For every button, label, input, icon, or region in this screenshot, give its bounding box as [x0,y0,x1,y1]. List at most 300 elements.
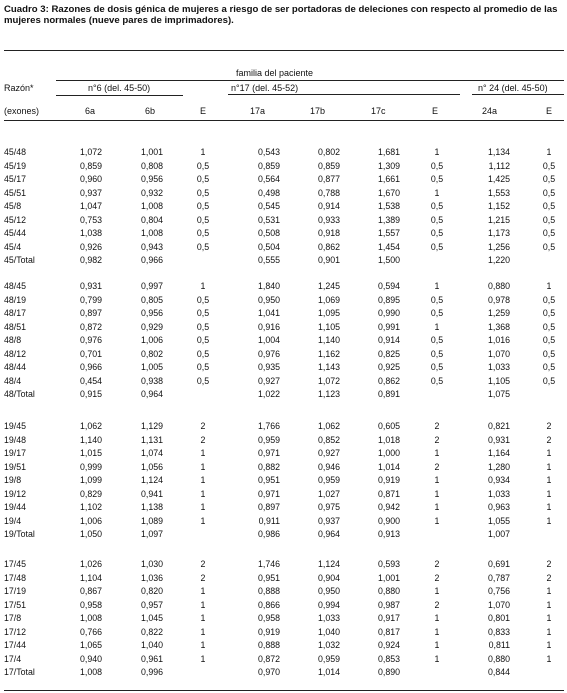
value-6b: 0,932 [140,187,163,198]
value-6a: 0,960 [79,174,102,185]
value-17a: 0,888 [257,586,280,597]
value-e1: 0,5 [196,375,210,386]
value-6b: 0,997 [140,281,163,291]
value-24a: 1,259 [487,308,510,319]
value-e3: 1 [546,448,552,459]
value-24a: 0,691 [487,559,510,569]
value-e2: 2 [434,461,440,472]
value-e3: 0,5 [542,294,556,305]
value-6b: 1,006 [140,335,163,346]
value-e2: 2 [434,421,440,431]
value-6a: 0,926 [79,241,102,252]
value-6b: 1,036 [140,572,163,583]
value-17b: 1,072 [317,375,340,386]
value-6b: 1,129 [140,421,163,431]
value-24a: 1,033 [487,362,510,373]
value-e2: 0,5 [430,228,444,239]
value-e3: 0,5 [542,241,556,252]
value-17c: 0,825 [377,348,400,359]
value-6b: 1,045 [140,613,163,624]
value-24a: 1,215 [487,214,510,225]
value-e2: 1 [434,187,440,198]
value-6b: 0,938 [140,375,163,386]
value-e1: 1 [200,502,206,513]
value-17a: 0,986 [257,529,280,540]
value-17a: 0,888 [257,640,280,651]
value-17c: 1,538 [377,201,400,212]
value-17a: 0,897 [257,502,280,513]
value-e1: 0,5 [196,228,210,239]
value-17c: 0,890 [377,667,400,678]
value-17a: 1,004 [257,335,280,346]
value-e1: 2 [200,434,206,445]
value-6a: 1,050 [79,529,102,540]
value-17c: 1,389 [377,214,400,225]
value-e1: 0,5 [196,201,210,212]
value-e1: 1 [200,147,206,157]
value-17b: 0,904 [317,572,340,583]
value-17c: 0,871 [377,488,400,499]
table-row [0,559,567,571]
value-17b: 0,901 [317,255,340,266]
value-17c: 0,925 [377,362,400,373]
value-e2: 1 [434,502,440,513]
value-24a: 0,934 [487,475,510,486]
value-6a: 1,006 [79,515,102,526]
value-6b: 0,957 [140,599,163,610]
value-6a: 0,976 [79,335,102,346]
value-e3: 2 [546,559,552,569]
value-17c: 0,900 [377,515,400,526]
value-6a: 0,931 [79,281,102,291]
ratio-label: 19/12 [4,488,27,499]
value-e2: 1 [434,321,440,332]
value-e2: 1 [434,448,440,459]
table-row [0,627,567,639]
value-6b: 0,941 [140,488,163,499]
ratio-label: 48/51 [4,321,27,332]
value-e2: 0,5 [430,375,444,386]
value-e1: 1 [200,613,206,624]
value-17c: 0,853 [377,653,400,664]
value-e2: 0,5 [430,241,444,252]
value-17a: 0,882 [257,461,280,472]
value-24a: 1,280 [487,461,510,472]
value-17b: 0,964 [317,529,340,540]
value-17a: 0,504 [257,241,280,252]
value-e3: 0,5 [542,362,556,373]
value-17a: 0,498 [257,187,280,198]
bottom-rule [4,690,564,691]
value-e3: 1 [546,515,552,526]
value-e1: 0,5 [196,174,210,185]
value-24a: 1,164 [487,448,510,459]
ratio-label: 45/48 [4,147,27,157]
value-6b: 0,802 [140,348,163,359]
value-17b: 0,975 [317,502,340,513]
ratio-label: 45/19 [4,160,27,171]
ratio-label: 45/44 [4,228,27,239]
value-6a: 0,753 [79,214,102,225]
value-6b: 0,956 [140,174,163,185]
value-6a: 1,104 [79,572,102,583]
familia-header: familia del paciente [236,68,314,78]
value-17b: 0,852 [317,434,340,445]
value-17b: 1,095 [317,308,340,319]
ratio-label: 19/45 [4,421,27,431]
col-header-17b: 17b [310,106,326,116]
value-17b: 1,143 [317,362,340,373]
value-24a: 0,844 [487,667,510,678]
table-row [0,573,567,585]
exones-header: (exones) [4,106,40,116]
table-row [0,215,567,227]
value-e2: 1 [434,147,440,157]
ratio-label: 48/17 [4,308,27,319]
group3-header: n° 24 (del. 45-50) [478,83,548,93]
table-row [0,502,567,514]
razon-header: Razón* [4,83,34,93]
ratio-label: 45/8 [4,201,22,212]
value-17a: 0,564 [257,174,280,185]
value-17b: 1,140 [317,335,340,346]
ratio-label: 48/44 [4,362,27,373]
value-17a: 0,859 [257,160,280,171]
value-17a: 1,041 [257,308,280,319]
value-24a: 0,963 [487,502,510,513]
col-header-6b: 6b [145,106,156,116]
value-e2: 1 [434,281,440,291]
value-6a: 1,072 [79,147,102,157]
value-24a: 1,112 [488,160,510,171]
value-e3: 0,5 [542,348,556,359]
ratio-label: 19/17 [4,448,27,459]
table-caption: Cuadro 3: Razones de dosis génica de mujeres a riesgo de ser portadoras de deleciones con respecto al promedio de las mujeres normales (nueve pares de imprimadores). [4,4,558,26]
value-17a: 0,927 [257,375,280,386]
value-6a: 0,859 [79,160,102,171]
ratio-label: 19/Total [4,529,35,540]
value-e1: 1 [200,586,206,597]
value-17b: 1,014 [317,667,340,678]
value-6a: 1,047 [79,201,102,212]
col-header-17c: 17c [371,106,386,116]
value-e3: 1 [546,640,552,651]
value-17c: 0,924 [377,640,400,651]
value-17a: 0,911 [258,515,280,526]
value-17a: 1,766 [257,421,280,431]
value-e2: 2 [434,559,440,569]
value-6a: 0,701 [79,348,102,359]
value-17c: 1,000 [377,448,400,459]
value-17c: 1,001 [377,572,400,583]
value-e3: 1 [546,502,552,513]
value-e1: 1 [200,653,206,664]
value-6b: 0,996 [140,667,163,678]
ratio-label: 45/51 [4,187,27,198]
value-e2: 1 [434,475,440,486]
value-e3: 1 [546,461,552,472]
table-row [0,201,567,213]
value-17a: 1,840 [257,281,280,291]
value-17a: 0,935 [257,362,280,373]
value-6b: 1,030 [140,559,163,569]
value-24a: 0,880 [487,281,510,291]
value-e1: 2 [200,559,206,569]
value-6a: 1,065 [79,640,102,651]
value-17a: 0,916 [257,321,280,332]
value-17b: 1,033 [317,613,340,624]
value-17a: 1,022 [257,389,280,400]
value-6b: 1,008 [140,201,163,212]
table-row [0,516,567,528]
value-e2: 2 [434,434,440,445]
value-e3: 1 [546,147,552,157]
value-e3: 1 [546,626,552,637]
value-e2: 2 [434,599,440,610]
value-17b: 0,946 [317,461,340,472]
value-6b: 0,805 [140,294,163,305]
value-17b: 0,914 [317,201,340,212]
value-e2: 1 [434,586,440,597]
table-row [0,161,567,173]
value-24a: 0,801 [487,613,510,624]
table-row [0,349,567,361]
value-6a: 1,062 [79,421,102,431]
value-17c: 0,919 [377,475,400,486]
value-17c: 0,880 [377,586,400,597]
table-row [0,475,567,487]
value-17c: 1,500 [377,255,400,266]
col-header-e1: E [200,106,207,116]
value-e1: 0,5 [196,362,210,373]
ratio-label: 48/4 [4,375,22,386]
value-24a: 1,016 [487,335,510,346]
col-header-24a: 24a [482,106,498,116]
value-6a: 1,038 [79,228,102,239]
ratio-label: 45/12 [4,214,27,225]
value-17c: 0,895 [377,294,400,305]
value-e3: 0,5 [542,375,556,386]
value-17b: 1,123 [317,389,340,400]
value-e3: 1 [546,586,552,597]
value-17c: 1,670 [377,187,400,198]
value-6a: 0,829 [79,488,102,499]
value-e3: 2 [546,421,552,431]
value-17a: 0,531 [257,214,280,225]
value-24a: 1,220 [487,255,510,266]
value-e3: 1 [546,613,552,624]
ratio-label: 17/48 [4,572,27,583]
ratio-label: 45/4 [4,241,22,252]
value-17b: 0,877 [317,174,340,185]
table-row [0,147,567,159]
value-17a: 0,951 [257,572,280,583]
ratio-label: 48/19 [4,294,27,305]
value-17b: 1,040 [317,626,340,637]
value-e1: 0,5 [196,348,210,359]
value-6b: 1,001 [140,147,163,157]
value-24a: 1,007 [487,529,510,540]
table-row [0,421,567,433]
value-e2: 1 [434,488,440,499]
value-24a: 1,425 [487,174,510,185]
value-e1: 0,5 [196,321,210,332]
value-24a: 1,070 [487,348,510,359]
value-17c: 0,942 [377,502,400,513]
ratio-label: 19/8 [4,475,22,486]
value-6b: 1,056 [140,461,163,472]
table-row [0,335,567,347]
value-24a: 1,553 [487,187,510,198]
value-6b: 1,089 [140,515,163,526]
value-17a: 0,951 [257,475,280,486]
value-17c: 0,605 [377,421,400,431]
value-24a: 1,105 [487,375,510,386]
value-6a: 0,897 [79,308,102,319]
ratio-label: 19/4 [4,515,22,526]
value-e1: 0,5 [196,294,210,305]
value-e2: 0,5 [430,160,444,171]
value-6b: 0,929 [140,321,163,332]
value-6b: 1,131 [140,434,163,445]
value-24a: 1,134 [487,147,510,157]
ratio-label: 19/48 [4,434,27,445]
value-17c: 1,661 [377,174,400,185]
value-e2: 1 [434,653,440,664]
table-row [0,600,567,612]
table-row [0,255,567,267]
value-17b: 1,069 [317,294,340,305]
value-17a: 0,958 [257,613,280,624]
value-17b: 0,859 [317,160,340,171]
table-row [0,281,567,293]
value-17b: 0,933 [317,214,340,225]
value-6a: 1,102 [79,502,102,513]
value-24a: 1,368 [487,321,510,332]
value-17c: 0,914 [377,335,400,346]
table-row [0,308,567,320]
value-24a: 0,821 [487,421,510,431]
value-24a: 1,152 [487,201,510,212]
value-17c: 1,309 [377,160,400,171]
table-row [0,613,567,625]
table-row [0,586,567,598]
ratio-label: 17/19 [4,586,27,597]
value-e1: 0,5 [196,308,210,319]
value-17c: 0,593 [377,559,400,569]
col-header-6a: 6a [85,106,96,116]
value-6a: 0,766 [79,626,102,637]
ratio-label: 45/17 [4,174,27,185]
value-e1: 1 [200,488,206,499]
value-17b: 0,788 [317,187,340,198]
value-e3: 0,5 [542,228,556,239]
ratio-label: 17/45 [4,559,27,569]
value-6a: 0,940 [79,653,102,664]
value-17a: 0,970 [257,667,280,678]
value-e2: 1 [434,640,440,651]
ratio-label: 17/12 [4,626,27,637]
ratio-label: 48/12 [4,348,27,359]
table-row [0,362,567,374]
value-6b: 0,822 [140,626,163,637]
value-17b: 0,959 [317,653,340,664]
value-6a: 0,958 [79,599,102,610]
value-17b: 1,162 [317,348,340,359]
value-17b: 1,032 [317,640,340,651]
value-17b: 0,994 [317,599,340,610]
value-e3: 0,5 [542,335,556,346]
value-24a: 0,833 [487,626,510,637]
value-17c: 0,917 [377,613,400,624]
value-e3: 0,5 [542,308,556,319]
value-e1: 2 [200,421,206,431]
value-e2: 0,5 [430,362,444,373]
value-17a: 0,555 [257,255,280,266]
value-e2: 0,5 [430,174,444,185]
value-e3: 1 [546,599,552,610]
value-e1: 2 [200,572,206,583]
value-17b: 1,245 [317,281,340,291]
value-6b: 0,966 [140,255,163,266]
value-6b: 0,964 [140,389,163,400]
value-6a: 0,799 [79,294,102,305]
table-row [0,228,567,240]
ratio-label: 19/51 [4,461,27,472]
value-6a: 0,982 [79,255,102,266]
value-e1: 0,5 [196,160,210,171]
value-e1: 1 [200,448,206,459]
value-17c: 1,014 [377,461,400,472]
value-6b: 0,956 [140,308,163,319]
value-17b: 0,918 [317,228,340,239]
value-e1: 1 [200,599,206,610]
col-header-17a: 17a [250,106,266,116]
value-e2: 1 [434,626,440,637]
table-row [0,376,567,388]
value-24a: 1,256 [487,241,510,252]
ratio-label: 17/44 [4,640,27,651]
value-17b: 1,105 [317,321,340,332]
value-6b: 0,804 [140,214,163,225]
value-24a: 0,756 [487,586,510,597]
table-row [0,174,567,186]
value-6a: 0,872 [79,321,102,332]
value-e3: 0,5 [542,187,556,198]
value-6a: 0,454 [79,375,102,386]
ratio-label: 19/44 [4,502,27,513]
value-e3: 2 [546,572,552,583]
ratio-label: 48/Total [4,389,35,400]
table-row [0,462,567,474]
value-6a: 1,015 [79,448,102,459]
value-6a: 0,867 [79,586,102,597]
value-17b: 1,124 [317,559,340,569]
table-row [0,389,567,401]
value-17a: 0,971 [257,448,280,459]
value-6b: 1,124 [140,475,163,486]
value-24a: 0,880 [487,653,510,664]
value-6b: 1,074 [140,448,163,459]
value-24a: 1,033 [487,488,510,499]
value-e2: 0,5 [430,348,444,359]
value-17b: 0,950 [317,586,340,597]
value-24a: 0,811 [488,640,510,651]
value-e1: 1 [200,475,206,486]
value-e1: 1 [200,515,206,526]
value-e1: 1 [200,281,206,291]
value-17a: 0,543 [257,147,280,157]
